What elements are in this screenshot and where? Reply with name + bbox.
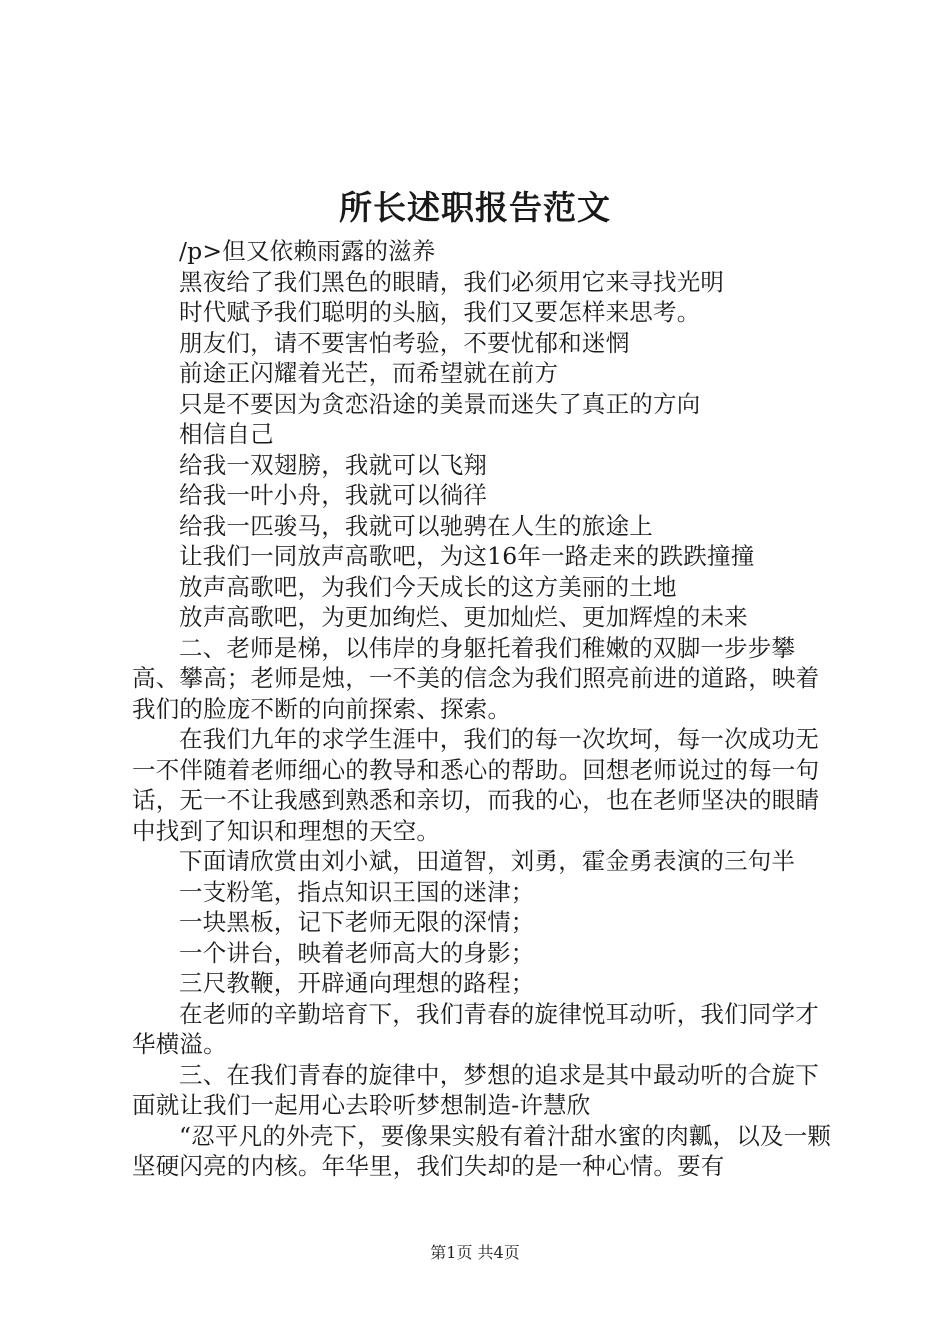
paragraph: 只是不要因为贪恋沿途的美景而迷失了真正的方向: [179, 389, 701, 418]
paragraph: 相信自己: [179, 420, 274, 448]
paragraph: 一个讲台，映着老师高大的身影；: [179, 938, 535, 967]
paragraph: 一块黑板，记下老师无限的深情；: [179, 908, 535, 936]
paragraph: 在我们九年的求学生涯中，我们的每一次坎坷，每一次成功无一不伴随着老师细心的教导和悉心的帮助。回想老师说过的每一句话，无一不让我感到熟悉和亲切，而我的心，也在老师坚决的眼睛中找到了知识和理想的天空。: [132, 725, 820, 845]
paragraph: 一支粉笔，指点知识王国的迷津；: [179, 877, 535, 906]
paragraph: 三尺教鞭，开辟通向理想的路程；: [179, 969, 535, 997]
paragraph: 在老师的辛勤培育下，我们青春的旋律悦耳动听，我们同学才华横溢。: [132, 999, 819, 1058]
paragraph: 时代赋予我们聪明的头脑，我们又要怎样来思考。: [179, 298, 701, 326]
paragraph: 放声高歌吧，为更加绚烂、更加灿烂、更加辉煌的未来: [179, 603, 748, 631]
paragraph: 黑夜给了我们黑色的眼睛，我们必须用它来寻找光明: [179, 267, 725, 296]
paragraph: 给我一匹骏马，我就可以驰骋在人生的旅途上: [179, 511, 653, 540]
paragraph: 给我一双翅膀，我就可以飞翔: [179, 450, 488, 479]
paragraph: “忍平凡的外壳下，要像果实般有着汁甜水蜜的肉瓤，以及一颗坚硬闪亮的内核。年华里，我们失却的是一种心情。要有: [132, 1121, 832, 1180]
document-body: [132, 236, 840, 1182]
paragraph: 让我们一同放声高歌吧，为这16年一路走来的跌跌撞撞: [179, 542, 755, 570]
page-footer: 第1页 共4页: [430, 1243, 520, 1262]
paragraph: 二、老师是梯，以伟岸的身躯托着我们稚嫩的双脚一步步攀高、攀高；老师是烛，一不美的信念为我们照亮前进的道路，映着我们的脸庞不断的向前探索、探索。: [132, 633, 820, 723]
document-title: 所长述职报告范文: [339, 188, 611, 227]
paragraph: 三、在我们青春的旋律中，梦想的追求是其中最动听的合旋下面就让我们一起用心去聆听梦想制造-许慧欣: [132, 1060, 819, 1119]
paragraph: /p>但又依赖雨露的滋养: [179, 237, 436, 265]
paragraph: 下面请欣赏由刘小斌，田道智，刘勇，霍金勇表演的三句半: [179, 847, 796, 875]
paragraph: 朋友们，请不要害怕考验，不要忧郁和迷惘: [179, 328, 630, 357]
paragraph: 给我一叶小舟，我就可以徜徉: [179, 481, 488, 509]
paragraph: 前途正闪耀着光芒，而希望就在前方: [179, 359, 559, 387]
paragraph: 放声高歌吧，为我们今天成长的这方美丽的土地: [179, 572, 677, 601]
